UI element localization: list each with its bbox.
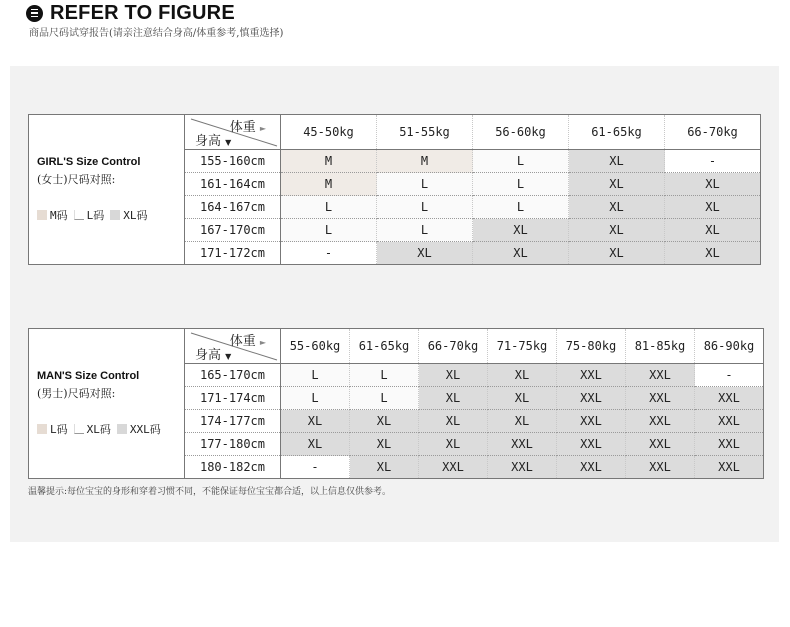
men-legend-swatch (117, 424, 127, 434)
girls-size-cell: XL (473, 219, 569, 242)
men-size-cell: XL (488, 364, 557, 387)
men-size-cell: XXL (626, 456, 695, 479)
girls-size-cell: XL (569, 196, 665, 219)
footnote: 温馨提示:每位宝宝的身形和穿着习惯不同，不能保证每位宝宝都合适，以上信息仅供参考。 (28, 487, 392, 497)
men-height-label: 171-174cm (185, 387, 281, 410)
girls-size-cell: XL (569, 173, 665, 196)
girls-height-label: 171-172cm (185, 242, 281, 265)
table-row (185, 364, 764, 387)
table-row (185, 150, 761, 173)
girls-size-cell: L (281, 219, 377, 242)
girls-size-cell: M (377, 150, 473, 173)
table-row (185, 387, 764, 410)
men-size-cell: XL (419, 364, 488, 387)
girls-size-cell: L (473, 196, 569, 219)
menu-icon (26, 5, 43, 22)
girls-legend-swatch (110, 210, 120, 220)
girls-size-cell: XL (473, 242, 569, 265)
girls-header-row (185, 115, 761, 150)
men-size-cell: XXL (695, 456, 764, 479)
girls-chart-subtitle: (女士)尺码对照: (37, 173, 116, 186)
men-size-cell: L (350, 364, 419, 387)
men-size-cell: XXL (626, 364, 695, 387)
girls-legend-key (37, 207, 68, 223)
men-size-cell: XXL (626, 410, 695, 433)
men-legend-key (74, 421, 111, 437)
girls-size-chart (28, 114, 761, 265)
girls-legend-swatch (37, 210, 47, 220)
men-size-cell: XL (281, 433, 350, 456)
page-title: REFER TO FIGURE (50, 1, 235, 24)
men-size-cell: XXL (419, 456, 488, 479)
men-legend-label: L码 (50, 423, 68, 436)
men-weight-header: 55-60kg (281, 329, 350, 364)
girls-corner-cell (185, 115, 281, 150)
men-size-cell: L (281, 364, 350, 387)
girls-weight-header: 45-50kg (281, 115, 377, 150)
men-weight-header: 66-70kg (419, 329, 488, 364)
girls-size-cell: XL (569, 219, 665, 242)
girls-size-cell: XL (665, 219, 761, 242)
girls-size-cell: L (377, 173, 473, 196)
girls-legend (28, 114, 184, 265)
men-size-cell: - (695, 364, 764, 387)
page-subtitle: 商品尺码试穿报告(请亲注意结合身高/体重参考,慎重选择) (29, 28, 284, 39)
men-size-cell: XXL (557, 410, 626, 433)
girls-weight-header: 61-65kg (569, 115, 665, 150)
men-height-label: 174-177cm (185, 410, 281, 433)
men-legend-label: XXL码 (129, 423, 161, 436)
girls-legend-key (74, 207, 105, 223)
girls-size-cell: M (281, 150, 377, 173)
men-size-cell: XXL (557, 456, 626, 479)
girls-weight-header: 66-70kg (665, 115, 761, 150)
girls-legend-label: L码 (86, 209, 105, 222)
men-chart-title: MAN'S Size Control (37, 370, 140, 382)
men-legend (28, 328, 184, 479)
girls-weight-header: 51-55kg (377, 115, 473, 150)
men-size-cell: XL (419, 410, 488, 433)
men-height-label: 165-170cm (185, 364, 281, 387)
girls-height-label: 167-170cm (185, 219, 281, 242)
girls-size-cell: M (281, 173, 377, 196)
men-size-cell: XXL (488, 433, 557, 456)
men-size-cell: - (281, 456, 350, 479)
men-size-cell: XXL (557, 364, 626, 387)
men-legend-swatch (37, 424, 47, 434)
men-header-row (185, 329, 764, 364)
girls-size-cell: XL (377, 242, 473, 265)
girls-legend-swatch (74, 210, 84, 220)
girls-size-table (184, 114, 761, 265)
men-size-cell: XL (350, 456, 419, 479)
men-size-cell: L (350, 387, 419, 410)
girls-legend-keys (37, 207, 184, 223)
girls-height-label: 161-164cm (185, 173, 281, 196)
girls-size-cell: XL (665, 196, 761, 219)
men-size-cell: XL (281, 410, 350, 433)
men-size-cell: XXL (626, 387, 695, 410)
men-weight-header: 81-85kg (626, 329, 695, 364)
weight-axis-label: 体重 ► (229, 334, 266, 349)
title-row (26, 2, 283, 24)
men-height-label: 180-182cm (185, 456, 281, 479)
weight-axis-label: 体重 ► (229, 120, 266, 135)
men-legend-key (37, 421, 68, 437)
men-size-cell: XL (419, 387, 488, 410)
girls-legend-key (110, 207, 147, 223)
men-size-chart (28, 328, 764, 479)
table-row (185, 196, 761, 219)
table-row (185, 219, 761, 242)
men-legend-swatch (74, 424, 84, 434)
men-size-cell: XXL (557, 433, 626, 456)
girls-size-cell: L (473, 150, 569, 173)
height-axis-label: 身高 ▼ (195, 134, 232, 149)
men-weight-header: 86-90kg (695, 329, 764, 364)
girls-chart-title: GIRL'S Size Control (37, 156, 141, 168)
men-chart-subtitle: (男士)尺码对照: (37, 387, 116, 400)
men-legend-keys (37, 421, 184, 437)
men-size-cell: XL (350, 433, 419, 456)
men-size-cell: XL (488, 387, 557, 410)
girls-size-cell: - (665, 150, 761, 173)
men-size-cell: XXL (488, 456, 557, 479)
men-corner-cell (185, 329, 281, 364)
table-row (185, 242, 761, 265)
header (26, 0, 283, 39)
men-weight-header: 75-80kg (557, 329, 626, 364)
girls-legend-label: XL码 (123, 209, 148, 222)
girls-size-cell: XL (569, 150, 665, 173)
girls-size-cell: XL (665, 173, 761, 196)
girls-size-cell: - (281, 242, 377, 265)
men-size-cell: XXL (695, 410, 764, 433)
girls-size-cell: L (281, 196, 377, 219)
girls-size-cell: L (473, 173, 569, 196)
men-weight-header: 61-65kg (350, 329, 419, 364)
height-axis-label: 身高 ▼ (195, 348, 232, 363)
men-legend-key (117, 421, 161, 437)
men-legend-label: XL码 (86, 423, 111, 436)
table-row (185, 456, 764, 479)
men-size-cell: XXL (557, 387, 626, 410)
men-weight-header: 71-75kg (488, 329, 557, 364)
men-size-cell: XL (419, 433, 488, 456)
men-size-cell: XL (488, 410, 557, 433)
men-size-cell: XL (350, 410, 419, 433)
men-size-cell: XXL (695, 433, 764, 456)
men-size-cell: L (281, 387, 350, 410)
girls-height-label: 164-167cm (185, 196, 281, 219)
table-row (185, 410, 764, 433)
girls-size-cell: L (377, 219, 473, 242)
girls-legend-label: M码 (50, 209, 68, 222)
girls-height-label: 155-160cm (185, 150, 281, 173)
men-height-label: 177-180cm (185, 433, 281, 456)
girls-size-cell: XL (569, 242, 665, 265)
men-size-cell: XXL (695, 387, 764, 410)
girls-weight-header: 56-60kg (473, 115, 569, 150)
girls-size-cell: L (377, 196, 473, 219)
table-row (185, 433, 764, 456)
men-size-table (184, 328, 764, 479)
men-size-cell: XXL (626, 433, 695, 456)
table-row (185, 173, 761, 196)
girls-size-cell: XL (665, 242, 761, 265)
